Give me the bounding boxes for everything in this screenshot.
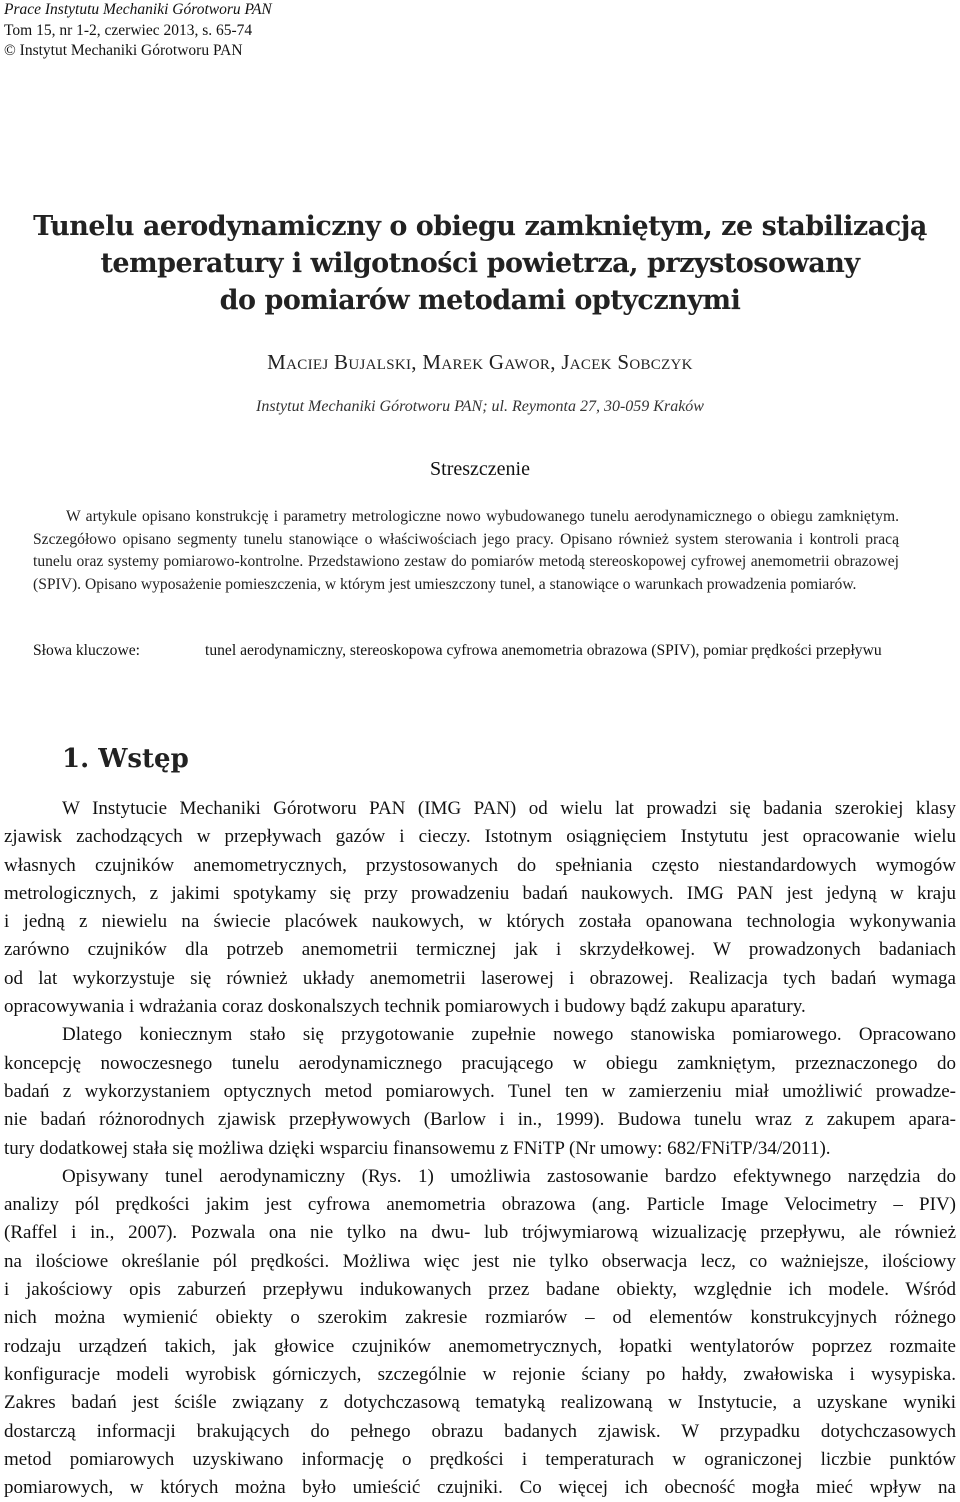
section-body xyxy=(4,795,956,1502)
body-line: metod pomiarowych uzyskiwano informację o prędkości i temperaturach w ograniczonej liczbie punktów xyxy=(4,1448,956,1470)
body-line: konfiguracje modeli wyrobisk górniczych, szczególnie w rejonie ściany po hałdy, zwałowiska i wysypiska. xyxy=(4,1363,956,1385)
body-line: własnych czujników anemometrycznych, przystosowanych do spełniania często niestandardowych wymogów xyxy=(4,854,956,876)
body-line: i jedną z niewielu na świecie placówek naukowych, w których została opanowana technologia wykonywania xyxy=(4,911,956,933)
body-line: od lat wykorzystuje się również układy anemometrii laserowej i obrazowej. Realizacja tych badań wymaga xyxy=(4,967,956,989)
body-line: na ilościowe określanie pól prędkości. Możliwa więc jest nie tylko obserwacja lecz, co ważniejsze, ilościowy xyxy=(4,1250,956,1272)
body-line: koncepcję nowoczesnego tunelu aerodynamicznego pracującego w obiegu zamkniętym, przeznaczonego do xyxy=(4,1052,956,1074)
body-line: opracowywania i wdrażania coraz doskonalszych technik pomiarowych i budowy bądź zakupu aparatury. xyxy=(4,996,806,1018)
body-line: badań z wykorzystaniem optycznych metod pomiarowych. Tunel ten w zamierzeniu miał umożliwić prowadze- xyxy=(4,1080,956,1102)
body-line: rodzaju urządzeń takich, jak głowice czujników anemometrycznych, łopatki wentylatorów poprzez rozmaite xyxy=(4,1335,956,1357)
journal-volume: Tom 15, nr 1-2, czerwiec 2013, s. 65-74 xyxy=(4,21,253,39)
body-line: (Raffel i in., 2007). Pozwala ona nie tylko na dwu- lub trójwymiarową wizualizację przepływu, ale również xyxy=(4,1222,956,1244)
body-paragraph xyxy=(4,1163,956,1502)
body-line: metrologicznych, z jakimi spotykamy się przy prowadzeniu badań naukowych. IMG PAN jest jedyną w kraju xyxy=(4,882,956,904)
journal-name: Prace Instytutu Mechaniki Górotworu PAN xyxy=(4,1,272,18)
body-line: nie badań różnorodnych zjawisk przepływowych (Barlow i in., 1999). Budowa tunelu wraz z zakupem apara- xyxy=(4,1109,956,1131)
body-line: Zakres badań jest ściśle związany z dotychczasową tematyką realizowaną w Instytucie, a uzyskane wyniki xyxy=(4,1392,956,1414)
title-line: temperatury i wilgotności powietrza, przystosowany xyxy=(100,248,860,279)
body-line: W Instytucie Mechaniki Górotworu PAN (IMG PAN) od wielu lat prowadzi się badania szerokiej klasy xyxy=(62,798,956,819)
body-paragraph xyxy=(4,795,956,1021)
journal-header xyxy=(4,0,272,62)
abstract-text: W artykule opisano konstrukcję i parametry metrologiczne nowo wybudowanego tunelu aerodynamicznego o obiegu zamkniętym. Szczegółowo opisano segmenty tunelu stanowiące o właściwościach jego pracy. Opisano również system sterowania i kontroli pracą tunelu oraz systemy pomiarowo-kontrolne. Przedstawiono zestaw do pomiarów metodą stereoskopowej cyfrowej anemometrii obrazowej (SPIV). Opisano wyposażenie pomieszczenia, w którym jest umieszczony tunel, a stanowiące o warunkach prowadzenia pomiarów. xyxy=(33,508,899,593)
title-line: do pomiarów metodami optycznymi xyxy=(219,285,741,316)
body-line: nich można wymienić obiekty o szerokim zakresie rozmiarów – od elementów konstrukcyjnych różnego xyxy=(4,1307,956,1329)
title-line: Tunelu aerodynamiczny o obiegu zamkniętym, ze stabilizacją xyxy=(33,211,927,242)
keywords-text: tunel aerodynamiczny, stereoskopowa cyfrowa anemometria obrazowa (SPIV), pomiar prędkości przepływu xyxy=(205,642,882,659)
body-line: Dlatego koniecznym stało się przygotowanie zupełnie nowego stanowiska pomiarowego. Opracowano xyxy=(62,1024,956,1046)
authors: Maciej Bujalski, Marek Gawor, Jacek Sobczyk xyxy=(267,350,693,374)
journal-copyright: © Instytut Mechaniki Górotworu PAN xyxy=(4,42,243,59)
body-line: dostarczą informacji brakujących do pełnego obrazu badanych zjawisk. W przypadku dotychczasowych xyxy=(4,1420,956,1442)
body-line: Opisywany tunel aerodynamiczny (Rys. 1) umożliwia zastosowanie bardzo efektywnego narzędzia do xyxy=(62,1165,956,1187)
abstract-body xyxy=(33,506,899,596)
body-line: zarówno czujników dla potrzeb anemometrii termicznej jak i skrzydełkowej. W prowadzonych badaniach xyxy=(4,939,956,961)
abstract-heading: Streszczenie xyxy=(430,458,530,480)
body-line: tury dodatkowej stała się możliwa dzięki wsparciu finansowemu z FNiTP (Nr umowy: 682/FNiTP/34/2011). xyxy=(4,1137,831,1159)
body-line: zjawisk zachodzących w przepływach gazów i cieczy. Istotnym osiągnięciem Instytutu jest opracowanie wielu xyxy=(4,826,956,848)
body-paragraph xyxy=(4,1021,956,1162)
body-line: analizy pól prędkości jakim jest cyfrowa anemometria obrazowa (ang. Particle Image Velocimetry – PIV) xyxy=(4,1194,956,1216)
keywords-label: Słowa kluczowe: xyxy=(33,642,140,659)
affiliation: Instytut Mechaniki Górotworu PAN; ul. Reymonta 27, 30-059 Kraków xyxy=(256,398,704,415)
body-line: i jakościowy opis zaburzeń przepływu indukowanych przez badane obiekty, względnie ich modele. Wśród xyxy=(4,1279,956,1301)
section-heading: 1. Wstęp xyxy=(62,744,189,774)
paper-title xyxy=(0,208,960,319)
body-line: pomiarowych, w których można było umieścić czujniki. Co więcej ich obecność mogła mieć wpływ na xyxy=(4,1477,956,1499)
